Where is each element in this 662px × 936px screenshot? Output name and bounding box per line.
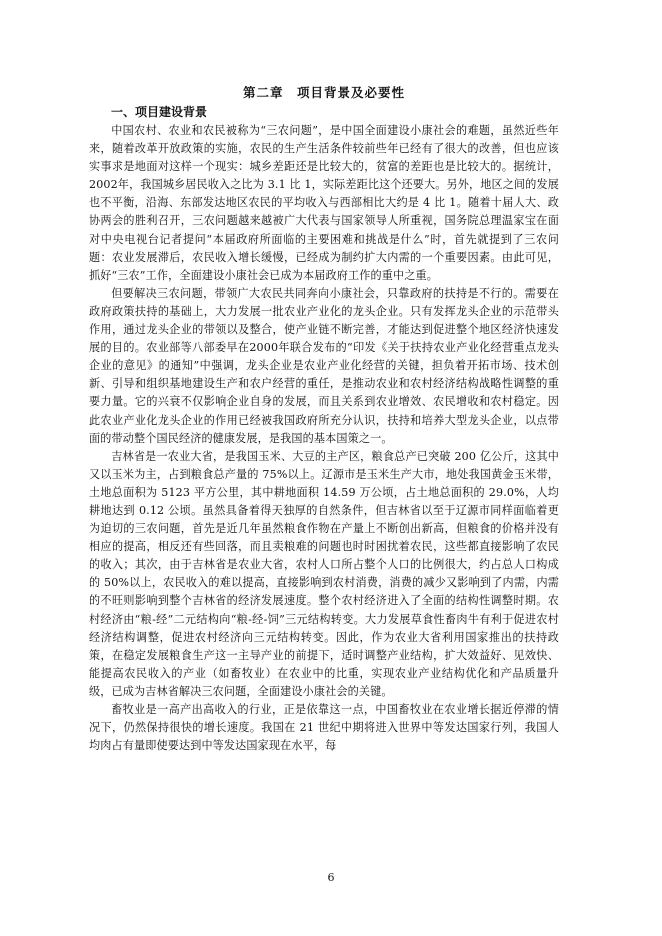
body-paragraph: 但要解决三农问题，带领广大农民共同奔向小康社会，只靠政府的扶持是不行的。需要在政府政策扶持的基础上，大力发展一批农业产业化的龙头企业。只有发挥龙头企业的示范带头作用，通过龙头企业的带领以及整合，使产业链不断完善，才能达到促进整个地区经济快速发展的目的。农业部等八部委早在2000年联合发布的“印发《关于扶持农业产业化经营重点龙头企业的意见》的通知”中强调，龙头企业是农业产业化经营的关键，担负着开拓市场、技术创新、引导和组织基地建设生产和农户经营的重任，是推动农业和农村经济结构战略性调整的重要力量。它的兴衰不仅影响企业自身的发展，而且关系到农业增效、农民增收和农村稳定。因此农业产业化龙头企业的作用已经被我国政府所充分认识，扶持和培养大型龙头企业，以点带面的带动整个国民经济的健康发展，是我国的基本国策之一。	[89, 286, 559, 445]
page-number: 6	[327, 871, 335, 884]
body-paragraph: 吉林省是一农业大省，是我国玉米、大豆的主产区，粮食总产已突破 200 亿公斤，这其中又以玉米为主，占到粮食总产量的 75%以上。辽源市是玉米生产大市，地处我国黄金玉米带，土地总面积为 5123 平方公里，其中耕地面积 14.59 万公顷，占土地总面积的 29.0%，人均耕地达到 0.12 公顷。虽然具备着得天独厚的自然条件，但吉林省以至于辽源市同样面临着更为迫切的三农问题，首先是近几年虽然粮食作物在产量上不断创出新高，但粮食的价格并没有相应的提高，相反还有些回落，而且卖粮难的问题也时时困扰着农民，这些都直接影响了农民的收入；其次，由于吉林省是农业大省，农村人口所占整个人口的比例很大，约占总人口构成的 50%以上，农民收入的难以提高，直接影响到农村消费，消费的减少又影响到了内需，内需的不旺则影响到整个吉林省的经济发展速度。整个农村经济进入了全面的结构性调整时期。农村经济由“粮-经”二元结构向“粮-经-饲”三元结构转变。大力发展草食性畜肉牛有利于促进农村经济结构调整，促进农村经济向三元结构转变。因此，作为农业大省利用国家推出的扶持政策，在稳定发展粮食生产这一主导产业的前提下，适时调整产业结构，扩大效益好、见效快、能提高农民收入的产业（如畜牧业）在农业中的比重，实现农业产业结构优化和产品质量升级，已成为吉林省解决三农问题，全面建设小康社会的关键。	[89, 449, 559, 698]
section-heading: 一、项目建设背景	[111, 105, 208, 119]
body-paragraph: 畜牧业是一高产出高收入的行业，正是依靠这一点，中国畜牧业在农业增长据近停滞的情况下，仍然保持很快的增长速度。我国在 21 世纪中期将进入世界中等发达国家行列，我国人均肉占有量即使要达到中等发达国家现在水平，每	[89, 703, 559, 753]
page-content	[89, 84, 559, 755]
chapter-title: 第二章 项目背景及必要性	[242, 85, 405, 100]
body-paragraph: 中国农村、农业和农民被称为“三农问题”，是中国全面建设小康社会的难题，虽然近些年来，随着改革开放政策的实施，农民的生产生活条件较前些年已经有了很大的改善，但也应该实事求是地面对这样一个现实：城乡差距还是比较大的，贫富的差距也是比较大的。据统计，2002年，我国城乡居民收入之比为 3.1 比 1，实际差距比这个还要大。另外，地区之间的发展也不平衡，沿海、东部发达地区农民的平均收入与西部相比大约是 4 比 1。随着十届人大、政协两会的胜利召开，三农问题越来越被广大代表与国家领导人所重视，国务院总理温家宝在面对中央电视台记者提问“本届政府所面临的主要困难和挑战是什么”时，首先就提到了三农问题：农业发展滞后，农民收入增长缓慢，已经成为制约扩大内需的一个重要因素。由此可见，抓好“三农”工作，全面建设小康社会已成为本届政府工作的重中之重。	[89, 124, 559, 282]
